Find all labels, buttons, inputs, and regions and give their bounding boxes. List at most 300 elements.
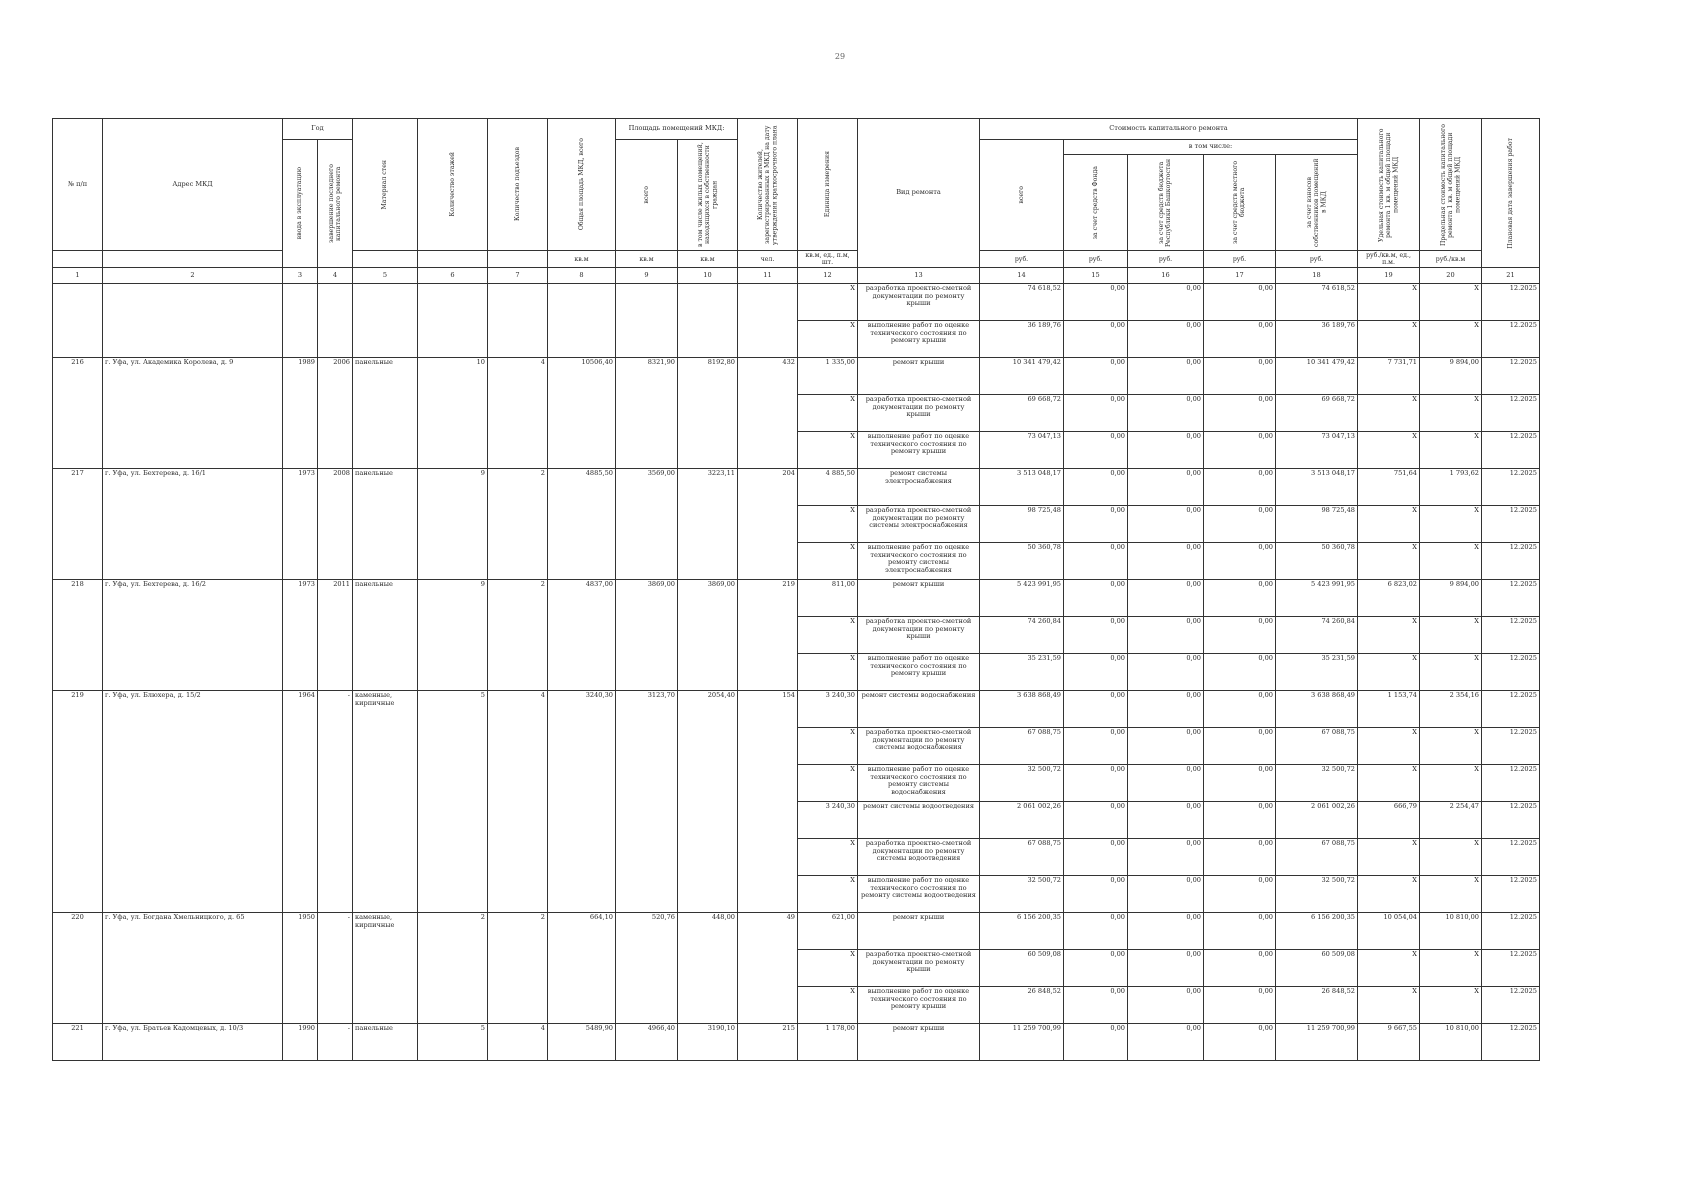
cell-cost-republic: 0,00 [1128,987,1204,1024]
cell-cost-fund: 0,00 [1064,358,1128,395]
cell-material [353,802,418,839]
cell-area-total [548,765,616,802]
cell-no [53,728,103,765]
cell-area-residential [678,876,738,913]
table-row [53,876,1540,913]
cell-cost-local: 0,00 [1204,321,1276,358]
cell-area-total [548,654,616,691]
cell-unit: X [798,432,858,469]
table-row [53,321,1540,358]
column-number: 5 [353,268,418,284]
cell-cost-owners: 74 260,84 [1276,617,1358,654]
cell-cost-local: 0,00 [1204,284,1276,321]
cell-limit-cost: X [1420,284,1482,321]
column-number: 14 [980,268,1064,284]
cell-cost-republic: 0,00 [1128,543,1204,580]
header-repair-type: Вид ремонта [858,119,980,268]
cell-residents: 215 [738,1024,798,1061]
header-limit-cost: Предельная стоимость капитального ремонта 1 кв. м общей площади помещений МКД [1420,119,1482,251]
cell-planned-date: 12.2025 [1482,691,1540,728]
header-empty-unit [103,251,283,268]
cell-year-repair: - [318,691,353,728]
header-cost-local: за счет средств местного бюджета [1204,155,1276,251]
cell-planned-date: 12.2025 [1482,469,1540,506]
cell-material [353,321,418,358]
cell-unit-cost: X [1358,987,1420,1024]
cell-cost-owners: 5 423 991,95 [1276,580,1358,617]
cell-planned-date: 12.2025 [1482,432,1540,469]
cell-floors [418,765,488,802]
cell-cost-total: 32 500,72 [980,876,1064,913]
cell-unit-cost: 666,79 [1358,802,1420,839]
cell-residents [738,950,798,987]
column-number: 10 [678,268,738,284]
cell-area-total [548,987,616,1024]
header-unit-label: руб. [1204,251,1276,268]
cell-cost-owners: 2 061 002,26 [1276,802,1358,839]
cell-address [103,432,283,469]
header-planned-date: Плановая дата завершения работ [1482,119,1540,268]
header-year-last-repair: завершение последнего капитального ремонта [318,140,353,268]
cell-address: г. Уфа, ул. Богдана Хмельницкого, д. 65 [103,913,283,950]
cell-cost-fund: 0,00 [1064,432,1128,469]
cell-cost-fund: 0,00 [1064,617,1128,654]
cell-planned-date: 12.2025 [1482,506,1540,543]
cell-floors [418,617,488,654]
cell-cost-local: 0,00 [1204,950,1276,987]
cell-residents [738,802,798,839]
cell-cost-total: 3 513 048,17 [980,469,1064,506]
cell-cost-total: 50 360,78 [980,543,1064,580]
cell-area-total [548,950,616,987]
cell-entrances [488,543,548,580]
cell-entrances [488,765,548,802]
cell-cost-owners: 67 088,75 [1276,839,1358,876]
cell-entrances [488,321,548,358]
cell-repair-type: ремонт крыши [858,913,980,950]
column-number: 21 [1482,268,1540,284]
cell-floors: 2 [418,913,488,950]
cell-residents [738,395,798,432]
cell-cost-republic: 0,00 [1128,358,1204,395]
table-row [53,617,1540,654]
table-row [53,987,1540,1024]
header-residents: Количество жителей, зарегистрированных в МКД на дату утверждения краткосрочного плана [738,119,798,251]
cell-unit-cost: X [1358,654,1420,691]
cell-unit: X [798,728,858,765]
cell-limit-cost: X [1420,506,1482,543]
cell-area-premises: 520,76 [616,913,678,950]
cell-material [353,432,418,469]
cell-cost-local: 0,00 [1204,395,1276,432]
cell-cost-republic: 0,00 [1128,765,1204,802]
column-number: 3 [283,268,318,284]
cell-area-premises [616,543,678,580]
cell-area-residential [678,802,738,839]
cell-material: каменные, кирпичные [353,691,418,728]
column-number: 16 [1128,268,1204,284]
cell-address [103,543,283,580]
header-year-commissioning: ввода в эксплуатацию [283,140,318,268]
cell-address [103,839,283,876]
cell-area-residential [678,506,738,543]
column-number: 18 [1276,268,1358,284]
column-number: 13 [858,268,980,284]
cell-residents [738,765,798,802]
table-row [53,469,1540,506]
cell-no [53,839,103,876]
cell-area-residential: 448,00 [678,913,738,950]
cell-unit: 621,00 [798,913,858,950]
cell-entrances [488,617,548,654]
cell-planned-date: 12.2025 [1482,987,1540,1024]
cell-year-built [283,765,318,802]
cell-unit-cost: X [1358,728,1420,765]
cell-cost-republic: 0,00 [1128,617,1204,654]
column-number: 2 [103,268,283,284]
cell-no [53,802,103,839]
cell-address [103,728,283,765]
cell-cost-fund: 0,00 [1064,580,1128,617]
cell-year-built [283,284,318,321]
cell-area-premises [616,506,678,543]
page-number: 29 [834,52,846,61]
cell-cost-local: 0,00 [1204,728,1276,765]
table-row [53,654,1540,691]
cell-cost-republic: 0,00 [1128,284,1204,321]
cell-planned-date: 12.2025 [1482,654,1540,691]
cell-floors [418,987,488,1024]
cell-year-built [283,506,318,543]
cell-residents [738,876,798,913]
cell-planned-date: 12.2025 [1482,802,1540,839]
cell-cost-owners: 32 500,72 [1276,765,1358,802]
cell-area-residential [678,432,738,469]
cell-floors [418,284,488,321]
cell-residents: 154 [738,691,798,728]
column-number: 1 [53,268,103,284]
cell-limit-cost: X [1420,765,1482,802]
header-wall-material: Материал стен [353,119,418,251]
cell-planned-date: 12.2025 [1482,580,1540,617]
cell-unit-cost: X [1358,395,1420,432]
cell-area-total [548,506,616,543]
cell-no [53,654,103,691]
cell-entrances [488,802,548,839]
cell-material [353,617,418,654]
cell-address [103,617,283,654]
cell-year-repair [318,839,353,876]
cell-cost-republic: 0,00 [1128,691,1204,728]
cell-material [353,987,418,1024]
cell-year-built: 1973 [283,469,318,506]
cell-cost-total: 74 618,52 [980,284,1064,321]
column-number: 8 [548,268,616,284]
cell-unit-cost: X [1358,543,1420,580]
cell-year-repair [318,506,353,543]
cell-address [103,284,283,321]
header-address: Адрес МКД [103,119,283,251]
cell-repair-type: выполнение работ по оценке технического состояния по ремонту системы водоотведения [858,876,980,913]
cell-cost-republic: 0,00 [1128,321,1204,358]
cell-cost-total: 2 061 002,26 [980,802,1064,839]
cell-year-built: 1990 [283,1024,318,1061]
cell-limit-cost: X [1420,839,1482,876]
cell-cost-owners: 36 189,76 [1276,321,1358,358]
cell-repair-type: выполнение работ по оценке технического состояния по ремонту системы водоснабжения [858,765,980,802]
cell-unit: 4 885,50 [798,469,858,506]
cell-entrances: 2 [488,913,548,950]
cell-material: каменные, кирпичные [353,913,418,950]
cell-area-premises [616,876,678,913]
header-premises-area-group: Площадь помещений МКД: [616,119,738,140]
cell-year-repair [318,765,353,802]
cell-area-total: 4837,00 [548,580,616,617]
column-number: 15 [1064,268,1128,284]
cell-material: панельные [353,1024,418,1061]
cell-no [53,987,103,1024]
cell-cost-total: 67 088,75 [980,728,1064,765]
cell-residents [738,321,798,358]
cell-repair-type: выполнение работ по оценке технического состояния по ремонту крыши [858,654,980,691]
cell-address [103,876,283,913]
cell-area-residential [678,950,738,987]
cell-floors [418,876,488,913]
cell-area-premises [616,728,678,765]
cell-limit-cost: X [1420,395,1482,432]
cell-area-total: 4885,50 [548,469,616,506]
cell-cost-fund: 0,00 [1064,876,1128,913]
cell-material [353,395,418,432]
cell-material [353,765,418,802]
cell-unit: X [798,654,858,691]
cell-floors: 9 [418,580,488,617]
cell-cost-local: 0,00 [1204,580,1276,617]
cell-unit-cost: X [1358,765,1420,802]
cell-year-built: 1973 [283,580,318,617]
cell-cost-local: 0,00 [1204,876,1276,913]
cell-floors: 5 [418,1024,488,1061]
cell-address [103,802,283,839]
cell-repair-type: разработка проектно-сметной документации по ремонту крыши [858,284,980,321]
cell-floors [418,950,488,987]
cell-cost-fund: 0,00 [1064,469,1128,506]
cell-residents [738,728,798,765]
cell-area-total [548,321,616,358]
cell-area-residential [678,284,738,321]
cell-residents: 49 [738,913,798,950]
cell-year-built [283,728,318,765]
cell-area-total [548,802,616,839]
cell-area-premises: 3123,70 [616,691,678,728]
cell-no [53,950,103,987]
header-unit-label: кв.м [616,251,678,268]
cell-cost-total: 10 341 479,42 [980,358,1064,395]
cell-entrances [488,284,548,321]
cell-address [103,321,283,358]
cell-cost-local: 0,00 [1204,358,1276,395]
cell-no: 220 [53,913,103,950]
cell-entrances [488,506,548,543]
cell-year-repair [318,987,353,1024]
cell-entrances [488,950,548,987]
table-row [53,506,1540,543]
cell-area-residential [678,839,738,876]
cell-address: г. Уфа, ул. Академика Королева, д. 9 [103,358,283,395]
cell-year-repair: 2011 [318,580,353,617]
header-entrances: Количество подъездов [488,119,548,251]
cell-area-residential: 3190,10 [678,1024,738,1061]
cell-cost-owners: 73 047,13 [1276,432,1358,469]
cell-entrances [488,839,548,876]
cell-year-repair: - [318,1024,353,1061]
cell-cost-fund: 0,00 [1064,839,1128,876]
cell-cost-republic: 0,00 [1128,469,1204,506]
cell-area-premises [616,617,678,654]
cell-cost-owners: 10 341 479,42 [1276,358,1358,395]
cell-area-residential [678,617,738,654]
cell-planned-date: 12.2025 [1482,1024,1540,1061]
column-number: 7 [488,268,548,284]
header-cost-owners: за счет взносов собственников помещений в МКД [1276,155,1358,251]
cell-cost-owners: 35 231,59 [1276,654,1358,691]
header-cost-group: Стоимость капитального ремонта [980,119,1358,140]
cell-no: 221 [53,1024,103,1061]
header-unit-label: руб. [1128,251,1204,268]
cell-unit-cost: 7 731,71 [1358,358,1420,395]
cell-cost-total: 60 509,08 [980,950,1064,987]
cell-year-repair [318,321,353,358]
cell-entrances [488,395,548,432]
cell-area-total: 10506,40 [548,358,616,395]
cell-repair-type: разработка проектно-сметной документации по ремонту крыши [858,395,980,432]
cell-area-total: 664,10 [548,913,616,950]
cell-year-repair [318,617,353,654]
cell-repair-type: ремонт системы водоснабжения [858,691,980,728]
cell-area-residential [678,765,738,802]
cell-area-total: 3240,30 [548,691,616,728]
cell-unit: X [798,284,858,321]
column-number: 20 [1420,268,1482,284]
table-row [53,839,1540,876]
cell-unit-cost: 10 054,04 [1358,913,1420,950]
cell-cost-local: 0,00 [1204,802,1276,839]
cell-cost-republic: 0,00 [1128,654,1204,691]
cell-cost-republic: 0,00 [1128,950,1204,987]
cell-year-built [283,876,318,913]
cell-no: 218 [53,580,103,617]
cell-repair-type: ремонт системы водоотведения [858,802,980,839]
header-unit-label: руб. [1276,251,1358,268]
cell-cost-local: 0,00 [1204,839,1276,876]
cell-area-residential: 3869,00 [678,580,738,617]
cell-residents [738,432,798,469]
cell-planned-date: 12.2025 [1482,321,1540,358]
cell-unit-cost: X [1358,876,1420,913]
cell-address: г. Уфа, ул. Блюхера, д. 15/2 [103,691,283,728]
column-number: 4 [318,268,353,284]
cell-year-repair [318,950,353,987]
cell-cost-owners: 6 156 200,35 [1276,913,1358,950]
cell-area-residential [678,654,738,691]
cell-cost-republic: 0,00 [1128,913,1204,950]
column-number: 9 [616,268,678,284]
cell-area-premises: 4966,40 [616,1024,678,1061]
cell-cost-republic: 0,00 [1128,728,1204,765]
cell-area-premises [616,284,678,321]
header-unit: Единица измерения [798,119,858,251]
cell-material [353,284,418,321]
cell-limit-cost: X [1420,876,1482,913]
cell-limit-cost: X [1420,321,1482,358]
cell-floors: 10 [418,358,488,395]
cell-residents [738,543,798,580]
cell-area-residential: 8192,80 [678,358,738,395]
cell-repair-type: разработка проектно-сметной документации по ремонту системы водоснабжения [858,728,980,765]
cell-floors [418,654,488,691]
cell-entrances: 2 [488,469,548,506]
cell-unit: 811,00 [798,580,858,617]
cell-cost-fund: 0,00 [1064,321,1128,358]
cell-material [353,654,418,691]
table-row [53,395,1540,432]
cell-planned-date: 12.2025 [1482,839,1540,876]
cell-cost-total: 73 047,13 [980,432,1064,469]
cell-unit-cost: X [1358,839,1420,876]
cell-cost-total: 6 156 200,35 [980,913,1064,950]
cell-year-built [283,987,318,1024]
cell-year-repair: 2008 [318,469,353,506]
cell-unit-cost: X [1358,321,1420,358]
cell-area-total: 5489,90 [548,1024,616,1061]
cell-cost-owners: 50 360,78 [1276,543,1358,580]
repair-plan-table [52,118,1540,1061]
cell-cost-local: 0,00 [1204,469,1276,506]
cell-area-total [548,728,616,765]
cell-cost-fund: 0,00 [1064,506,1128,543]
cell-no [53,617,103,654]
cell-area-residential [678,987,738,1024]
cell-cost-owners: 26 848,52 [1276,987,1358,1024]
cell-area-total [548,543,616,580]
cell-year-built [283,395,318,432]
cell-cost-republic: 0,00 [1128,839,1204,876]
cell-area-premises [616,839,678,876]
cell-cost-owners: 98 725,48 [1276,506,1358,543]
cell-year-built [283,802,318,839]
cell-cost-local: 0,00 [1204,506,1276,543]
cell-repair-type: ремонт системы электроснабжения [858,469,980,506]
cell-year-built: 1964 [283,691,318,728]
header-unit-label: кв.м, ед., п.м, шт. [798,251,858,268]
cell-area-premises [616,802,678,839]
cell-limit-cost: X [1420,728,1482,765]
cell-unit: X [798,987,858,1024]
cell-material: панельные [353,469,418,506]
header-empty-unit [418,251,488,268]
cell-planned-date: 12.2025 [1482,913,1540,950]
cell-material [353,950,418,987]
cell-area-premises [616,395,678,432]
cell-unit-cost: 751,64 [1358,469,1420,506]
cell-cost-fund: 0,00 [1064,765,1128,802]
cell-residents [738,654,798,691]
cell-planned-date: 12.2025 [1482,950,1540,987]
cell-repair-type: ремонт крыши [858,580,980,617]
cell-material: панельные [353,580,418,617]
cell-limit-cost: 9 894,00 [1420,580,1482,617]
cell-year-repair [318,284,353,321]
